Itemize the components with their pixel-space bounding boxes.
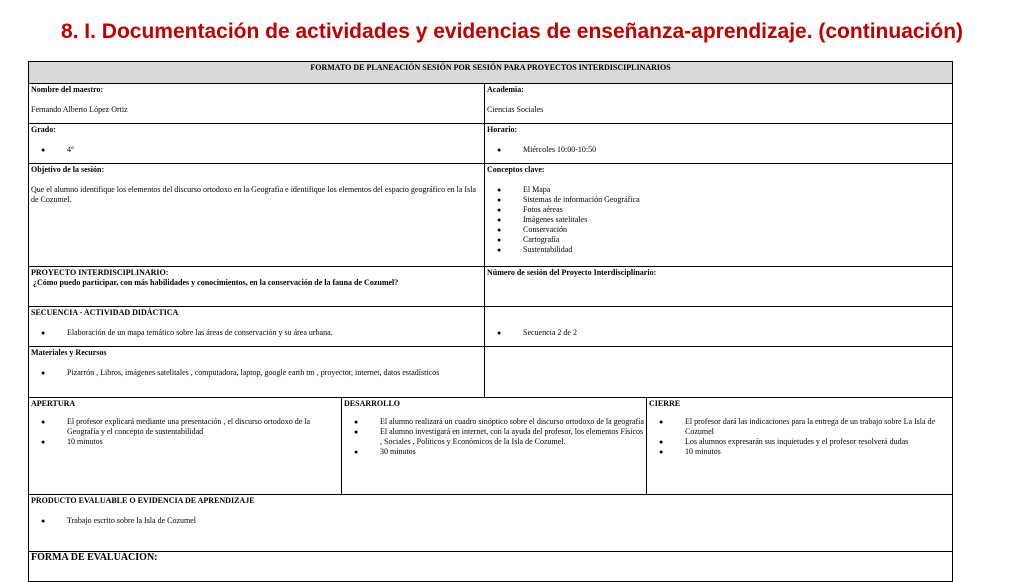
project-label: PROYECTO INTERDISCIPLINARIO: — [31, 268, 169, 277]
academy-value: Ciencias Sociales — [487, 105, 544, 114]
product-row — [29, 495, 953, 552]
development-cell — [342, 398, 647, 495]
materials-label: Materiales y Recursos — [31, 348, 107, 357]
materials-cell — [29, 347, 485, 398]
concept-item: ● Sistemas de información Geográfica — [487, 195, 950, 205]
objective-value: Que el alumno identifique los elementos del discurso ortodoxo en la Geografía e identifique los elementos del espacio geográfico en la Isla de Cozumel. — [31, 185, 476, 204]
form-header: FORMATO DE PLANEACIÓN SESIÓN POR SESIÓN PARA PROYECTOS INTERDISCIPLINARIOS — [29, 62, 953, 84]
schedule-label: Horario: — [487, 125, 518, 134]
development-list — [344, 417, 644, 457]
materials-row — [29, 347, 953, 398]
concept-item: ● El Mapa — [487, 185, 950, 195]
session-number-label: Número de sesión del Proyecto Interdisciplinario: — [487, 268, 657, 277]
schedule-value: ● Miércoles 10:00-10:50 — [487, 145, 950, 155]
closing-list — [649, 417, 950, 457]
header-row — [29, 62, 953, 84]
closing-item: ● Los alumnos expresarán sus inquietudes y el profesor resolverá dudas — [649, 437, 950, 447]
sequence-value: ● Secuencia 2 de 2 — [487, 328, 950, 338]
concepts-cell — [485, 164, 953, 267]
academy-cell — [485, 84, 953, 124]
concept-item: ● Sustentabilidad — [487, 245, 950, 255]
schedule-cell — [485, 124, 953, 164]
sequence-row — [29, 307, 953, 347]
materials-value: ● Pizarrón , Libros, imágenes satelitales , computadora, laptop, google earth tm , proyector, internet, datos estadísticos — [31, 368, 482, 378]
concepts-label: Conceptos clave: — [487, 165, 545, 174]
grade-cell — [29, 124, 485, 164]
lesson-plan-table — [28, 61, 953, 582]
project-question: ¿Cómo puedo participar, con más habilidades y conocimientos, en la conservación de la fauna de Cozumel? — [33, 278, 399, 287]
project-cell — [29, 267, 485, 307]
objective-row — [29, 164, 953, 267]
sequence-label: SECUENCIA - ACTIVIDAD DIDÁCTICA — [31, 308, 179, 317]
development-item: ● El alumno investigará en internet, con la ayuda del profesor, los elementos Físicos , Sociales , Políticos y Económicos de la Isla de Cozumel. — [344, 427, 644, 447]
opening-item: ● 10 minutos — [31, 437, 339, 447]
grade-label: Grado: — [31, 125, 56, 134]
sequence-cell — [29, 307, 485, 347]
concept-item: ● Fotos aéreas — [487, 205, 950, 215]
concept-item: ● Imágenes satelitales — [487, 215, 950, 225]
academy-label: Academia: — [487, 85, 524, 94]
evaluation-label: FORMA DE EVALUACIÓN: — [31, 552, 158, 563]
product-cell — [29, 495, 953, 552]
teacher-row — [29, 84, 953, 124]
opening-list — [31, 417, 339, 447]
teacher-value: Fernando Alberto López Ortiz — [31, 105, 128, 114]
closing-label: CIERRE — [649, 399, 681, 408]
objective-label: Objetivo de la sesión: — [31, 165, 105, 174]
concept-item: ● Cartografía — [487, 235, 950, 245]
sequence-activity: ● Elaboración de un mapa temático sobre las áreas de conservación y su área urbana. — [31, 328, 482, 338]
closing-cell — [647, 398, 953, 495]
development-label: DESARROLLO — [344, 399, 401, 408]
development-item: ● El alumno realizará un cuadro sinóptico sobre el discurso ortodoxo de la geografía — [344, 417, 644, 427]
product-label: PRODUCTO EVALUABLE O EVIDENCIA DE APRENDIZAJE — [31, 496, 255, 505]
development-item: ● 30 minutos — [344, 447, 644, 457]
opening-item: ● El profesor explicará mediante una presentación , el discurso ortodoxo de la Geografía y el concepto de sustentabilidad — [31, 417, 339, 437]
objective-cell — [29, 164, 485, 267]
teacher-cell — [29, 84, 485, 124]
sequence-number-cell — [485, 307, 953, 347]
grade-value: ● 4° — [31, 145, 482, 155]
evaluation-cell — [29, 552, 953, 582]
concepts-list — [487, 185, 950, 255]
product-value: ● Trabajo escrito sobre la Isla de Cozumel — [31, 516, 950, 526]
grade-row — [29, 124, 953, 164]
materials-empty-cell — [485, 347, 953, 398]
session-number-cell — [485, 267, 953, 307]
closing-item: ● 10 minutos — [649, 447, 950, 457]
teacher-label: Nombre del maestro: — [31, 85, 104, 94]
opening-cell — [29, 398, 342, 495]
slide-title: 8. I. Documentación de actividades y evidencias de enseñanza-aprendizaje. (continuación) — [60, 20, 964, 43]
phases-row — [29, 398, 953, 495]
opening-label: APERTURA — [31, 399, 76, 408]
closing-item: ● El profesor dará las indicaciones para la entrega de un trabajo sobre La Isla de Cozumel — [649, 417, 950, 437]
project-row — [29, 267, 953, 307]
evaluation-row — [29, 552, 953, 582]
concept-item: ● Conservación — [487, 225, 950, 235]
